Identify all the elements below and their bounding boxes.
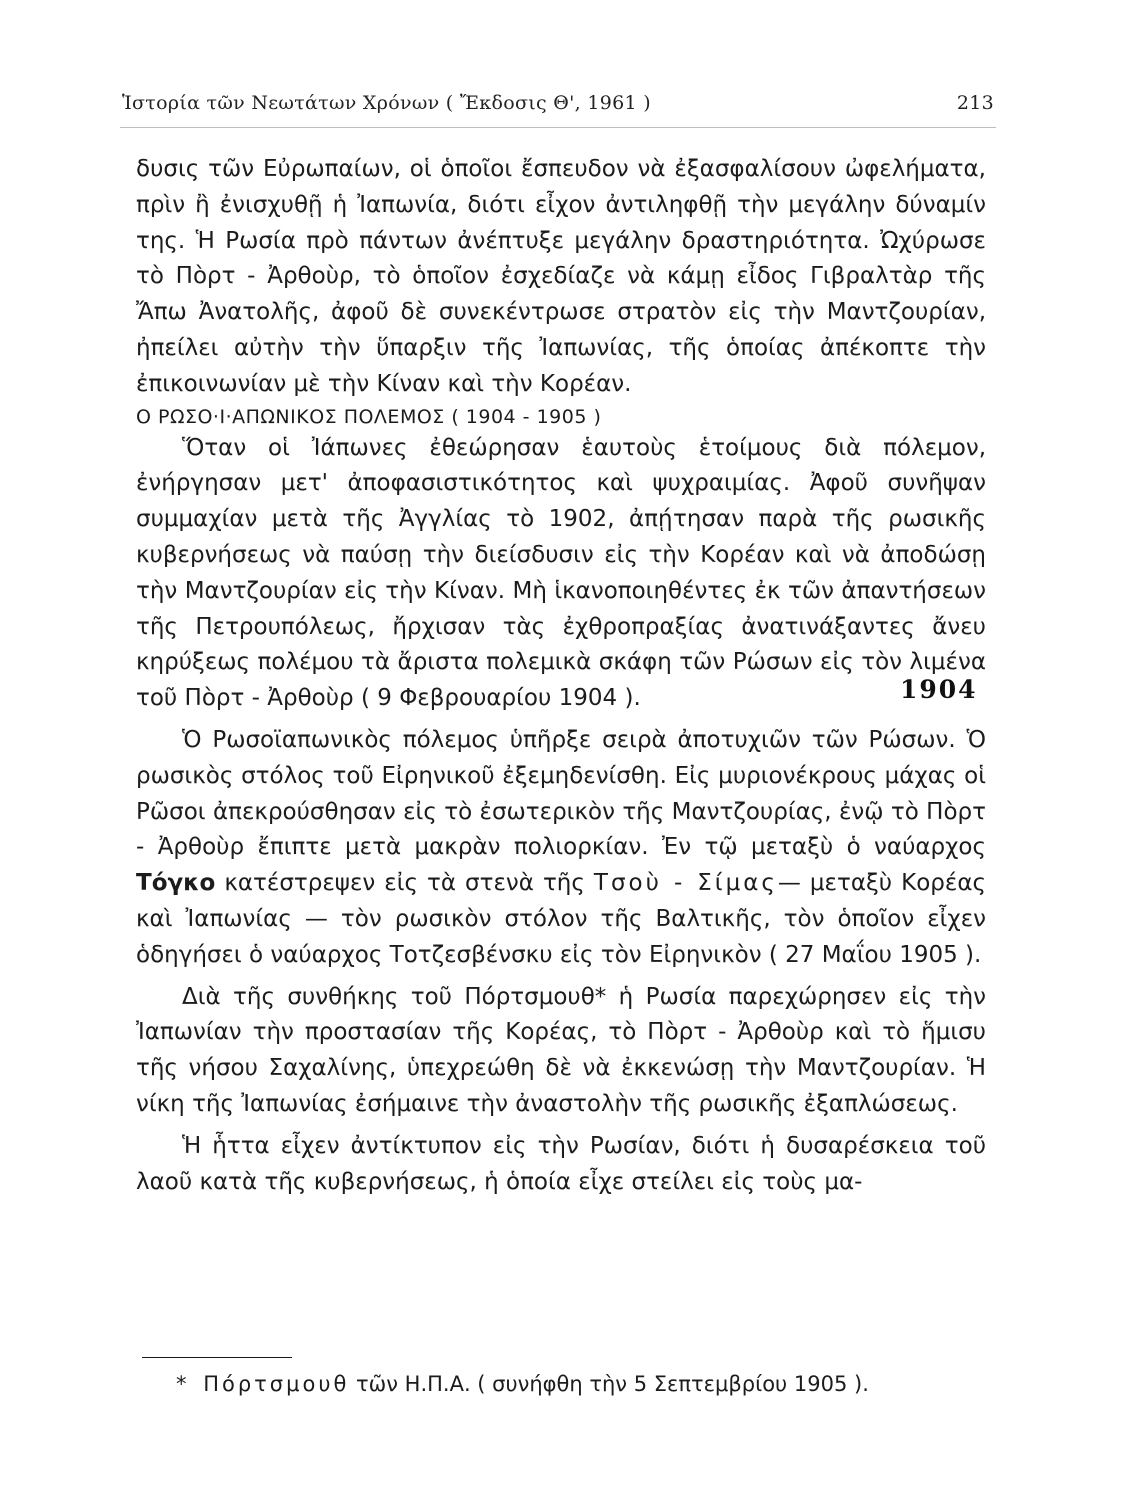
paragraph-3-text-b: κατέστρεψεν εἰς τὰ στενὰ τῆς [224,870,585,897]
body-text [136,152,986,1200]
paragraph-3-text-c: — μεταξὺ Κορέας καὶ Ἰαπωνίας — τὸν ρωσικὸν στόλον τῆς Βαλτικῆς, τὸν ὁποῖον εἶχεν ὁδηγήσει ὁ ναύαρχος Τοτζεσβένσκυ εἰς τὸν Εἰρηνικὸν ( 27 Μαΐου 1905 ). [136,870,986,968]
paragraph-4: Διὰ τῆς συνθήκης τοῦ Πόρτσμουθ* ἡ Ρωσία παρεχώρησεν εἰς τὴν Ἰαπωνίαν τὴν προστασίαν τῆς Κορέας, τὸ Πὸρτ - Ἀρθοὺρ καὶ τὸ ἥμισυ τῆς νήσου Σαχαλίνης, ὑπεχρεώθη δὲ νὰ ἐκκενώσῃ τὴν Μαντζουρίαν. Ἡ νίκη τῆς Ἰαπωνίας ἐσήμαινε τὴν ἀναστολὴν τῆς ρωσικῆς ἐξαπλώσεως. [136,983,986,1117]
admiral-name: Τόγκο [136,870,216,897]
page-number: 213 [956,92,994,114]
running-head [122,92,994,114]
paragraph-3 [136,723,986,974]
straits-name: Τσοὺ - Σίμας [593,870,778,897]
footnote-marker: * [176,1372,187,1396]
paragraph-2: Ὅταν οἱ Ἰάπωνες ἐθεώρησαν ἑαυτοὺς ἑτοίμους διὰ πόλεμον, ἐνήργησαν μετ' ἀποφασιστικότητος καὶ ψυχραιμίας. Ἀφοῦ συνῆψαν συμμαχίαν μετὰ τῆς Ἀγγλίας τὸ 1902, ἀπῄτησαν παρὰ τῆς ρωσικῆς κυβερνήσεως νὰ παύσῃ τὴν διείσδυσιν εἰς τὴν Κορέαν καὶ νὰ ἀποδώσῃ τὴν Μαντζουρίαν εἰς τὴν Κίναν. Μὴ ἱκανοποιηθέντες ἐκ τῶν ἀπαντήσεων τῆς Πετρουπόλεως, ἤρχισαν τὰς ἐχθροπραξίας ἀνατινάξαντες ἄνευ κηρύξεως πολέμου τὰ ἄριστα πολεμικὰ σκάφη τῶν Ρώσων εἰς τὸν λιμένα τοῦ Πὸρτ - Ἀρθοὺρ ( 9 Φεβρουαρίου 1904 ). [136,434,986,712]
paragraph-5: Ἡ ἧττα εἶχεν ἀντίκτυπον εἰς τὴν Ρωσίαν, διότι ἡ δυσαρέσκεια τοῦ λαοῦ κατὰ τῆς κυβερνήσεως, ἡ ὁποία εἶχε στείλει εἰς τοὺς μα- [136,1132,986,1195]
footnote-text: τῶν Η.Π.Α. ( συνήφθη τὴν 5 Σεπτεμβρίου 1905 ). [356,1372,869,1396]
footnote-rule [142,1357,292,1358]
running-title: Ἱστορία τῶν Νεωτάτων Χρόνων ( Ἔκδοσις Θ', 1961 ) [122,92,651,114]
paragraph-3-text-a: Ὁ Ρωσοϊαπωνικὸς πόλεμος ὑπῆρξε σειρὰ ἀποτυχιῶν τῶν Ρώσων. Ὁ ρωσικὸς στόλος τοῦ Εἰρηνικοῦ ἐξεμηδενίσθη. Εἰς μυριονέκρους μάχας οἱ Ρῶσοι ἀπεκρούσθησαν εἰς τὸ ἐσωτερικὸν τῆς Μαντζουρίας, ἐνῷ τὸ Πὸρτ - Ἀρθοὺρ ἔπιπτε μετὰ μακρὰν πολιορκίαν. Ἐν τῷ μεταξὺ ὁ ναύαρχος [136,726,986,861]
footnote [176,1372,869,1396]
margin-year-note: 1904 [900,675,978,704]
paragraph-1: δυσις τῶν Εὐρωπαίων, οἱ ὁποῖοι ἔσπευδον νὰ ἐξασφαλίσουν ὠφελήματα, πρὶν ἢ ἐνισχυθῇ ἡ Ἰαπωνία, διότι εἶχον ἀντιληφθῇ τὴν μεγάλην δύναμίν της. Ἡ Ρωσία πρὸ πάντων ἀνέπτυξε μεγάλην δραστηριότητα. Ὠχύρωσε τὸ Πὸρτ - Ἀρθοὺρ, τὸ ὁποῖον ἐσχεδίαζε νὰ κάμῃ εἶδος Γιβραλτὰρ τῆς Ἄπω Ἀνατολῆς, ἀφοῦ δὲ συνεκέντρωσε στρατὸν εἰς τὴν Μαντζουρίαν, ἠπείλει αὐτὴν τὴν ὕπαρξιν τῆς Ἰαπωνίας, τῆς ὁποίας ἀπέκοπτε τὴν ἐπικοινωνίαν μὲ τὴν Κίναν καὶ τὴν Κορέαν. [136,156,986,397]
section-heading: Ο ΡΩΣΟ·Ι·ΑΠΩΝΙΚΟΣ ΠΟΛΕΜΟΣ ( 1904 - 1905 ) [136,405,602,428]
header-rule [120,127,996,128]
footnote-term: Πόρτσμουθ [203,1372,350,1396]
